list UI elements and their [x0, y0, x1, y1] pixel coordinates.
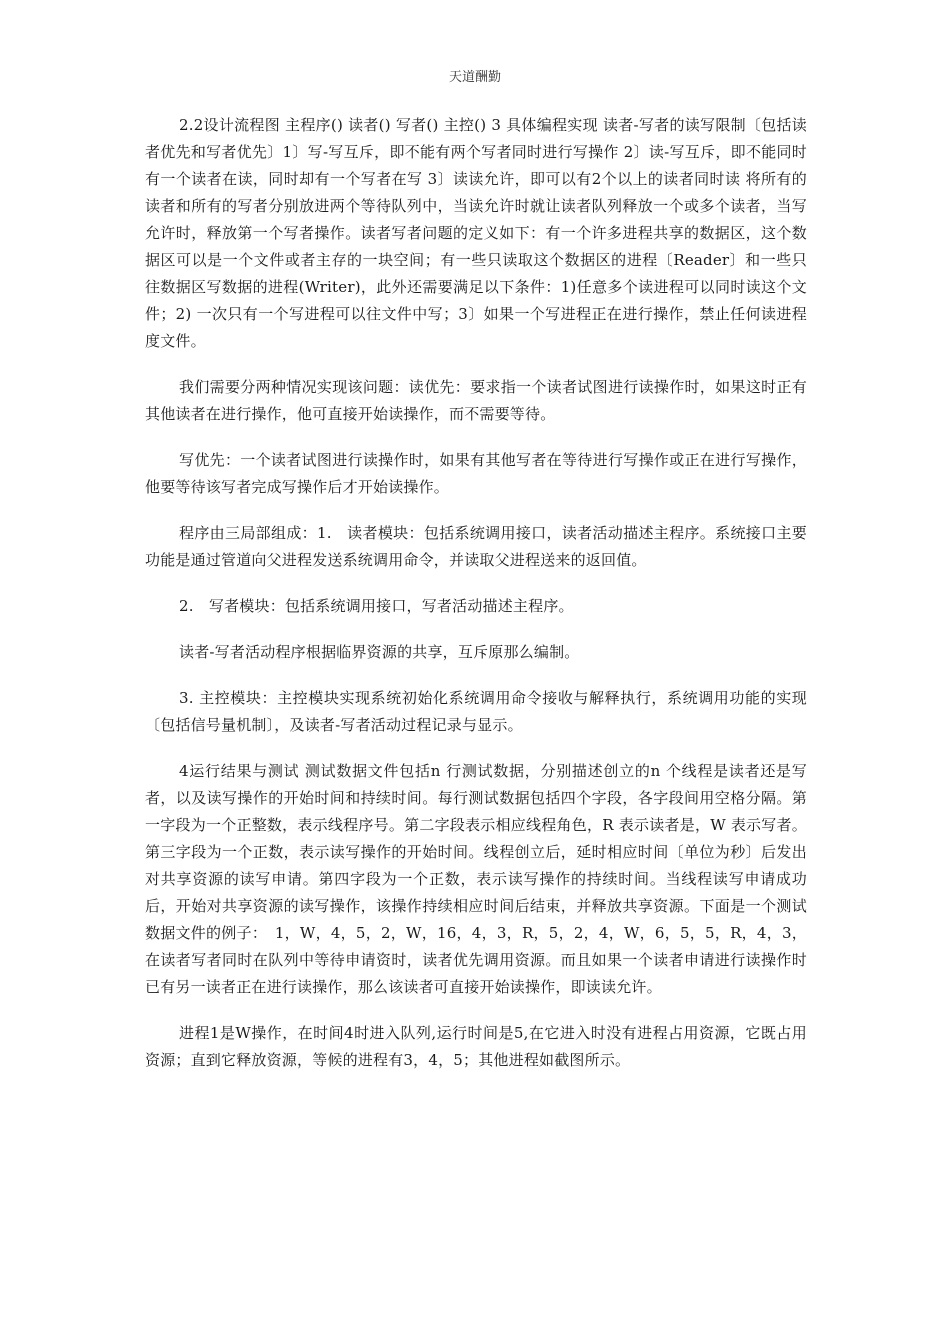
paragraph-two-cases: 我们需要分两种情况实现该问题：读优先：要求指一个读者试图进行读操作时，如果这时正有其他读者在进行操作，他可直接开始读操作，而不需要等待。: [145, 378, 807, 423]
paragraph-results-testing: 4运行结果与测试 测试数据文件包括n 行测试数据，分别描述创立的n 个线程是读者还是写者，以及读写操作的开始时间和持续时间。每行测试数据包括四个字段，各字段间用空格分隔。第一字段为一个正整数，表示线程序号。第二字段表示相应线程角色，R 表示读者是，W 表示写者。第三字段为一个正数，表示读写操作的开始时间。线程创立后，延时相应时间〔单位为秒〕后发出对共享资源的读写申请。第四字段为一个正数，表示读写操作的持续时间。当线程读写申请成功后，开始对共享资源的读写操作，该操作持续相应时间后结束，并释放共享资源。下面是一个测试数据文件的例子： 1，W，4，5，2，W，16，4，3，R，5，2，4，W，6，5，5，R，4，3，在读者写者同时在队列中等待申请资时，读者优先调用资源。而且如果一个读者申请进行读操作时已有另一读者正在进行读操作，那么该读者可直接开始读操作，即读读允许。: [145, 762, 807, 996]
page-header: 天道酬勤: [448, 70, 501, 85]
paragraph-design-flow: 2.2设计流程图 主程序() 读者() 写者() 主控() 3 具体编程实现 读者-写者的读写限制〔包括读者优先和写者优先〕1〕写-写互斥，即不能有两个写者同时进行写操作 2〕读-写互斥，即不能同时有一个读者在读，同时却有一个写者在写 3〕读读允许，即可以有2个以上的读者同时读 将所有的读者和所有的写者分别放进两个等待队列中，当读允许时就让读者队列释放一个或多个读者，当写允许时，释放第一个写者操作。读者写者问题的定义如下：有一个许多进程共享的数据区，这个数据区可以是一个文件或者主存的一块空间；有一些只读取这个数据区的进程〔Reader〕和一些只往数据区写数据的进程(Writer)，此外还需要满足以下条件：1)任意多个读进程可以同时读这个文件；2) 一次只有一个写进程可以往文件中写；3〕如果一个写进程正在进行操作，禁止任何读进程度文件。: [145, 116, 807, 350]
paragraph-mutex-principle: 读者-写者活动程序根据临界资源的共享，互斥原那么编制。: [179, 643, 580, 661]
paragraph-control-module: 3. 主控模块：主控模块实现系统初始化系统调用命令接收与解释执行，系统调用功能的实现〔包括信号量机制〕，及读者-写者活动过程记录与显示。: [145, 689, 807, 734]
paragraph-writer-module: 2. 写者模块：包括系统调用接口，写者活动描述主程序。: [179, 597, 574, 615]
paragraph-process-one: 进程1是W操作，在时间4时进入队列,运行时间是5,在它进入时没有进程占用资源，它既占用资源；直到它释放资源，等候的进程有3，4，5；其他进程如截图所示。: [145, 1024, 807, 1069]
document-body: [145, 112, 807, 1093]
paragraph-program-parts: 程序由三局部组成：1. 读者模块：包括系统调用接口，读者活动描述主程序。系统接口主要功能是通过管道向父进程发送系统调用命令，并读取父进程送来的返回值。: [145, 524, 807, 569]
paragraph-writer-priority: 写优先：一个读者试图进行读操作时，如果有其他写者在等待进行写操作或正在进行写操作，他要等待该写者完成写操作后才开始读操作。: [145, 451, 807, 496]
